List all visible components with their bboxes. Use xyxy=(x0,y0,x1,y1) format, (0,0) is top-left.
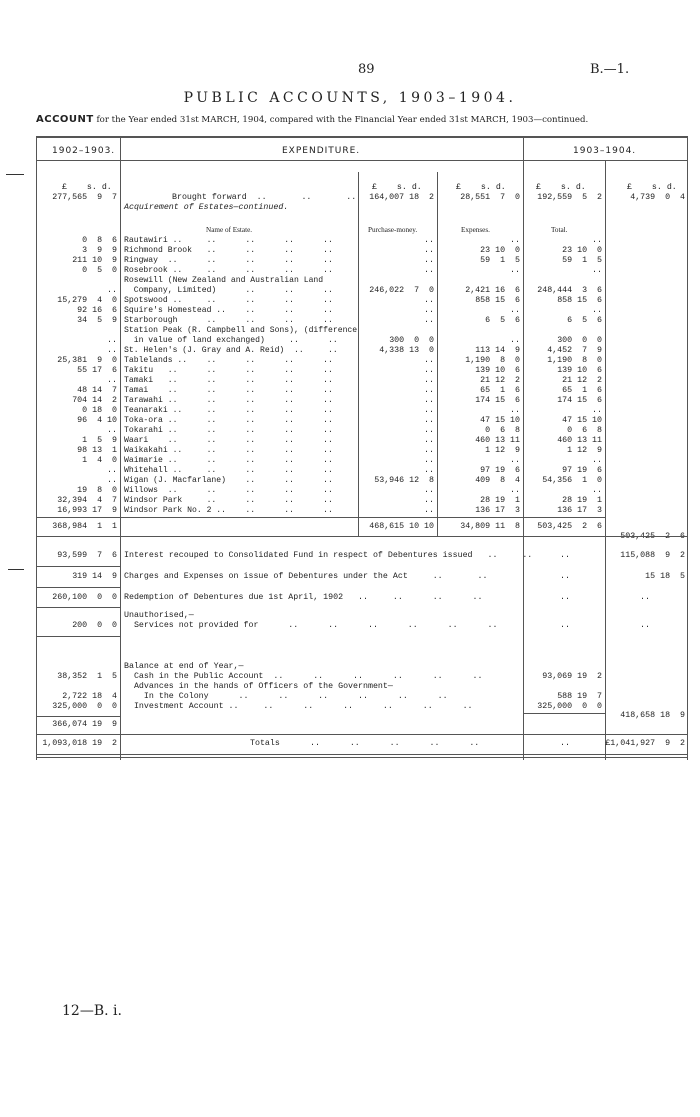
sub-header-expenses: Expenses. xyxy=(461,226,490,234)
redemption-label: Redemption of Debentures due 1st April, 1902 .. .. .. .. xyxy=(124,593,483,602)
totals-total: .. xyxy=(560,739,570,748)
document-reference: B.—1. xyxy=(590,62,630,77)
totals-leader-dots: .. .. .. .. .. xyxy=(310,739,480,748)
balance-left-total: 366,074 19 9 xyxy=(52,720,117,729)
currency-total: £ s. d. xyxy=(536,183,586,192)
page-footer: 12—B. i. xyxy=(62,1003,122,1019)
estate-purchase-values: .. .. .. .. 246,022 7 0 .. .. .. 300 0 0 4,338 13 0 .. .. .. .. .. .. .. .. .. .. .. .. 53,946 12 8 .. .. .. xyxy=(369,236,434,515)
bf-expenses: 28,551 7 0 xyxy=(460,193,520,202)
unauthorised-rule xyxy=(36,636,120,637)
balance-left-values: 38,352 1 5 2,722 18 4 325,000 0 0 xyxy=(52,672,117,711)
page-number: 89 xyxy=(358,62,375,77)
bf-left: 277,565 9 7 xyxy=(52,193,117,202)
totals-label: Totals xyxy=(250,739,280,748)
estates-end-rule xyxy=(36,536,688,537)
charges-total: .. xyxy=(560,572,570,581)
interest-year-total: 115,088 9 2 xyxy=(620,551,685,560)
subtitle-text: for the Year ended 31st MARCH, 1904, compared with the Financial Year ended 31st MARCH, 1903—continued. xyxy=(96,115,589,125)
header-bottom-rule xyxy=(36,160,688,161)
bf-purchase: 164,007 18 2 xyxy=(369,193,434,202)
balance-label: Balance at end of Year,— Cash in the Public Account .. .. .. .. .. .. Advances in the hands of Officers of the Government— In the Colony .. .. .. .. .. .. Investment Account .. .. .. .. .. .. .. xyxy=(124,662,483,711)
subtotal-rule xyxy=(36,517,605,518)
redemption-year-total: .. xyxy=(640,593,650,602)
totals-top-rule xyxy=(36,734,688,735)
totals-left: 1,093,018 19 2 xyxy=(42,739,117,748)
subtitle-bold: ACCOUNT xyxy=(36,114,94,125)
col-divider-1 xyxy=(120,136,121,760)
bf-label: Brought forward .. .. .. xyxy=(172,193,357,202)
col-header-expenditure: EXPENDITURE. xyxy=(282,146,361,156)
charges-rule xyxy=(36,587,120,588)
totals-double-rule xyxy=(36,757,688,758)
sub-header-name: Name of Estate. xyxy=(206,226,253,234)
page-title: PUBLIC ACCOUNTS, 1903–1904. xyxy=(183,90,517,106)
table-top-rule xyxy=(36,136,688,138)
balance-sum-rule xyxy=(523,713,605,714)
unauthorised-year-total: .. xyxy=(640,621,650,630)
sub-header-total: Total. xyxy=(551,226,568,234)
subtotal-purchase: 468,615 10 10 xyxy=(369,522,434,531)
totals-year-total: £1,041,927 9 2 xyxy=(605,739,685,748)
margin-mark xyxy=(8,569,24,570)
balance-total-values: 93,069 19 2 588 19 7 325,000 0 0 xyxy=(537,672,602,711)
subtotal-total: 503,425 2 6 xyxy=(537,522,602,531)
charges-left: 319 14 9 xyxy=(72,572,117,581)
bf-label-2: Acquirement of Estates—continued. xyxy=(124,203,289,212)
redemption-rule xyxy=(36,607,120,608)
col-header-1903: 1903–1904. xyxy=(573,146,637,156)
sub-header-purchase: Purchase-money. xyxy=(368,226,418,234)
subtotal-left: 368,984 1 1 xyxy=(52,522,117,531)
estate-total-values: .. 23 10 0 59 1 5 .. 248,444 3 6 858 15 6 .. 6 5 6 300 0 0 4,452 7 9 1,190 8 0 139 10 6 21 12 2 65 1 6 174 15 6 .. 47 15 10 0 6 8 460 13 11 1 12 9 .. 97 19 6 54,356 1 0 .. 28 19 1 136 17 3 xyxy=(537,236,602,515)
page-subtitle xyxy=(36,114,588,125)
table-right-rule xyxy=(687,136,688,760)
currency-year-total: £ s. d. xyxy=(627,183,677,192)
bf-year-total: 4,739 0 4 xyxy=(630,193,685,202)
unauthorised-left: 200 0 0 xyxy=(72,621,117,630)
interest-rule xyxy=(36,566,120,567)
estate-expenses-values: .. 23 10 0 59 1 5 .. 2,421 16 6 858 15 6 .. 6 5 6 .. 113 14 9 1,190 8 0 139 10 6 21 12 2 65 1 6 174 15 6 .. 47 15 10 0 6 8 460 13 11 1 12 9 .. 97 19 6 409 8 4 .. 28 19 1 136 17 3 xyxy=(465,236,520,515)
interest-label: Interest recouped to Consolidated Fund in respect of Debentures issued .. .. xyxy=(124,551,533,560)
redemption-total: .. xyxy=(560,593,570,602)
bf-total: 192,559 5 2 xyxy=(537,193,602,202)
interest-left: 93,599 7 6 xyxy=(57,551,117,560)
subtotal-year-total xyxy=(605,532,685,542)
interest-total: .. xyxy=(560,551,570,560)
currency-left: £ s. d. xyxy=(62,183,112,192)
totals-bottom-rule xyxy=(36,754,688,755)
balance-year-total: 418,658 18 9 xyxy=(620,711,685,720)
estate-left-values: 0 8 6 3 9 9 211 10 9 0 5 0 .. 15,279 4 0 92 16 6 34 5 9 .. .. 25,381 9 0 55 17 6 .. 48 14 7 704 14 2 0 18 0 96 4 10 .. 1 5 9 98 13 1 1 4 0 .. .. 19 8 0 32,394 4 7 16,993 17 9 xyxy=(57,236,117,515)
unauthorised-label: Unauthorised,— Services not provided for .. .. .. .. .. .. xyxy=(124,611,498,630)
redemption-left: 260,100 0 0 xyxy=(52,593,117,602)
charges-label: Charges and Expenses on issue of Debentures under the Act .. .. xyxy=(124,572,488,581)
currency-expenses: £ s. d. xyxy=(456,183,506,192)
unauthorised-total: .. xyxy=(560,621,570,630)
subtotal-expenses: 34,809 11 8 xyxy=(460,522,520,531)
balance-left-rule xyxy=(36,716,120,717)
estate-names: Rautawiri .. .. .. .. .. Richmond Brook .. .. .. .. Ringway .. .. .. .. .. Rosebrook .. .. .. .. .. Rosewill (New Zealand and Australian Land Company, Limited) .. .. .. Spotswood .. .. .. .. .. Squire's Homestead .. .. .. .. Starborough .. .. .. .. Station Peak (R. Campbell and Sons), (difference in value of land exchanged) .. .. St. Helen's (J. Gray and A. Reid) .. .. Tablelands .. .. .. .. .. Takitu .. .. .. .. .. Tamaki .. .. .. .. .. Tamai .. .. .. .. .. Tarawahi .. .. .. .. .. Teanaraki .. .. .. .. .. Toka-ora .. .. .. .. .. Tokarahi .. .. .. .. .. Waari .. .. .. .. .. Waikakahi .. .. .. .. .. Waimarie .. .. .. .. .. Whitehall .. .. .. .. .. Wigan (J. Macfarlane) .. .. .. Willows .. .. .. .. .. Windsor Park .. .. .. .. Windsor Park No. 2 .. .. .. .. xyxy=(124,236,358,515)
charges-year-total: 15 18 5 xyxy=(645,572,685,581)
currency-purchase: £ s. d. xyxy=(372,183,422,192)
margin-mark xyxy=(6,174,24,175)
col-header-1902: 1902–1903. xyxy=(52,146,116,156)
col-divider-3 xyxy=(605,160,606,760)
